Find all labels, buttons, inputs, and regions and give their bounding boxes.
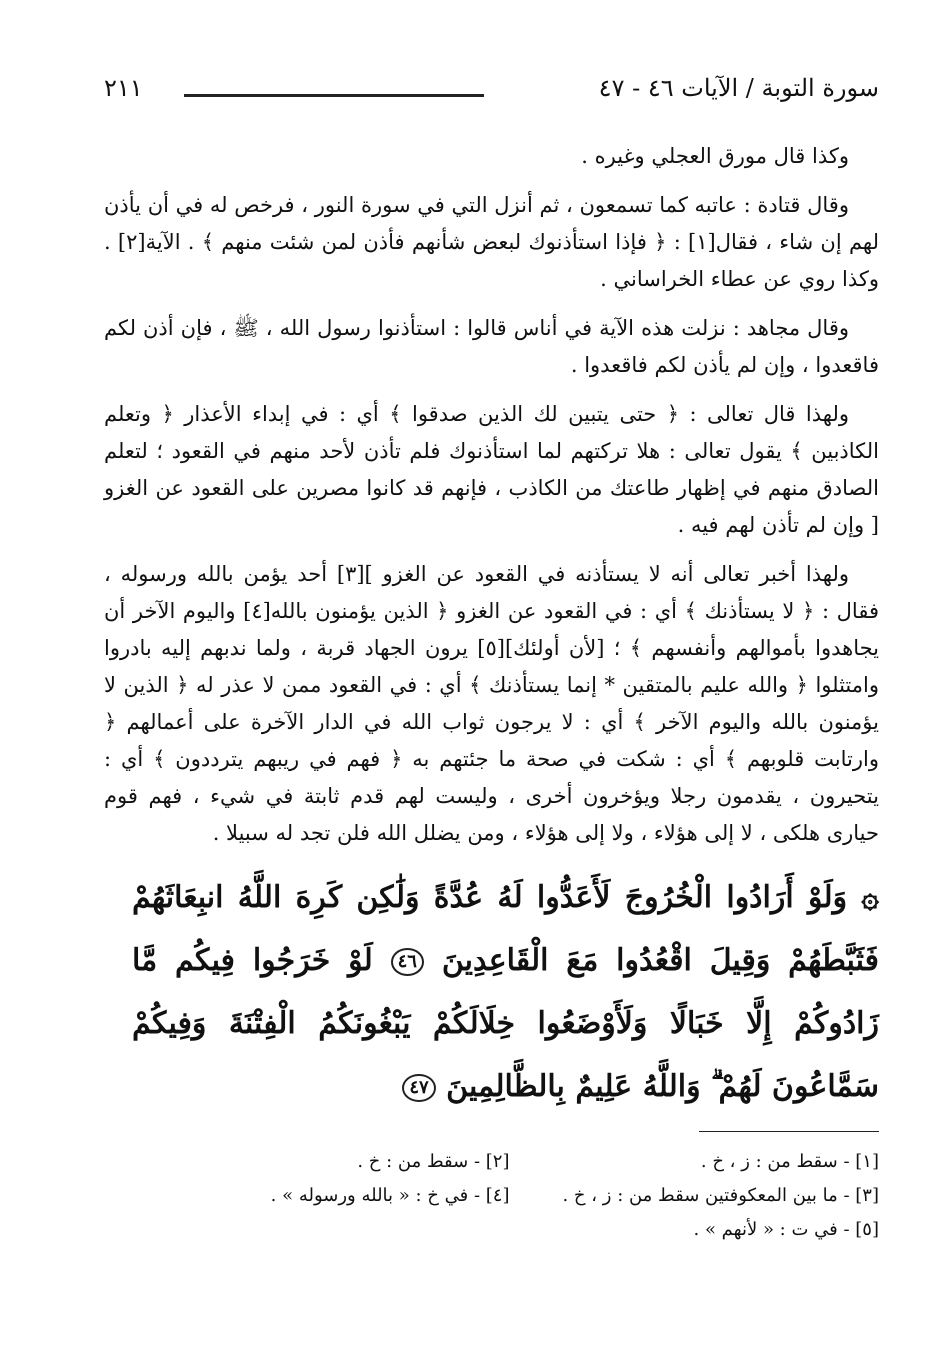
footnote: [١] - سقط من : ز ، خ .: [700, 1151, 879, 1172]
verse-number: ٤٦: [391, 948, 424, 976]
footnote-rule: [699, 1131, 879, 1132]
paragraph: وكذا قال مورق العجلي وغيره .: [581, 144, 849, 168]
paragraph: ولهذا قال تعالى : ﴿ حتى يتبين لك الذين صدقوا ﴾ أي : في إبداء الأعذار ﴿ وتعلم الكاذبين ﴾ يقول تعالى : هلا تركتهم لما استأذنوك فلم تأذن لأحد منهم في القعود ؛ لتعلم الصادق منهم في إظهار طاعتك من الكاذب ، فإنهم قد كانوا مصرين على القعود عن الغزو [ وإن لم تأذن لهم فيه .: [104, 402, 879, 537]
footnote-row: [140, 1213, 879, 1247]
footnotes: [140, 1145, 879, 1247]
page-number: ٢١١: [104, 74, 143, 102]
page-header: [104, 72, 879, 116]
body-text: [104, 138, 879, 864]
quran-verse: [132, 866, 879, 1118]
verse-text: ۞ وَلَوْ أَرَادُوا الْخُرُوجَ لَأَعَدُّوا لَهُ عُدَّةً وَلَٰكِن كَرِهَ اللَّهُ انبِعَاثَهُمْ فَثَبَّطَهُمْ وَقِيلَ اقْعُدُوا مَعَ الْقَاعِدِينَ: [132, 880, 879, 978]
paragraph: وقال قتادة : عاتبه كما تسمعون ، ثم أنزل التي في سورة النور ، فرخص له في أن يأذن لهم إن شاء ، فقال[١] : ﴿ فإذا استأذنوك لبعض شأنهم فأذن لمن شئت منهم ﴾ . الآية[٢] . وكذا روي عن عطاء الخراساني .: [104, 193, 880, 291]
paragraph: وقال مجاهد : نزلت هذه الآية في أناس قالوا : استأذنوا رسول الله ، ﷺ ، فإن أذن لكم فاقعدوا ، وإن لم يأذن لكم فاقعدوا .: [104, 316, 879, 377]
paragraph: ولهذا أخبر تعالى أنه لا يستأذنه في القعود عن الغزو ][٣] أحد يؤمن بالله ورسوله ، فقال : ﴿ لا يستأذنك ﴾ أي : في القعود عن الغزو ﴿ الذين يؤمنون بالله[٤] واليوم الآخر أن يجاهدوا بأموالهم وأنفسهم ﴾ ؛ [لأن أولئك][٥] يرون الجهاد قربة ، ولما ندبهم إليه بادروا وامتثلوا ﴿ والله عليم بالمتقين * إنما يستأذنك ﴾ أي : في القعود ممن لا عذر له ﴿ الذين لا يؤمنون بالله واليوم الآخر ﴾ أي : لا يرجون ثواب الله في الدار الآخرة على أعمالهم ﴿ وارتابت قلوبهم ﴾ أي : شكت في صحة ما جئتهم به ﴿ فهم في ريبهم يترددون ﴾ أي : يتحيرون ، يقدمون رجلا ويؤخرون أخرى ، وليست لهم قدم ثابتة في شيء ، فهم قوم حيارى هلكى ، لا إلى هؤلاء ، ولا إلى هؤلاء ، ومن يضلل الله فلن تجد له سبيلا .: [104, 562, 879, 845]
footnote: [٤] - في خ : « بالله ورسوله » .: [270, 1185, 510, 1206]
footnote: [140, 1213, 510, 1247]
footnote-row: [140, 1145, 879, 1179]
header-title: سورة التوبة / الآيات ٤٦ - ٤٧: [598, 74, 879, 102]
footnote: [٢] - سقط من : خ .: [357, 1151, 510, 1172]
header-rule: [184, 94, 484, 97]
footnote-row: [140, 1179, 879, 1213]
footnote: [٣] - ما بين المعكوفتين سقط من : ز ، خ .: [562, 1185, 879, 1206]
verse-text: لَوْ خَرَجُوا فِيكُم مَّا زَادُوكُمْ إِلَّا خَبَالًا وَلَأَوْضَعُوا خِلَالَكُمْ يَبْغُونَكُمُ الْفِتْنَةَ وَفِيكُمْ سَمَّاعُونَ لَهُمْ ۗ وَاللَّهُ عَلِيمٌ بِالظَّالِمِينَ: [132, 943, 879, 1104]
verse-number: ٤٧: [402, 1074, 435, 1102]
footnote: [٥] - في ت : « لأنهم » .: [693, 1219, 879, 1240]
